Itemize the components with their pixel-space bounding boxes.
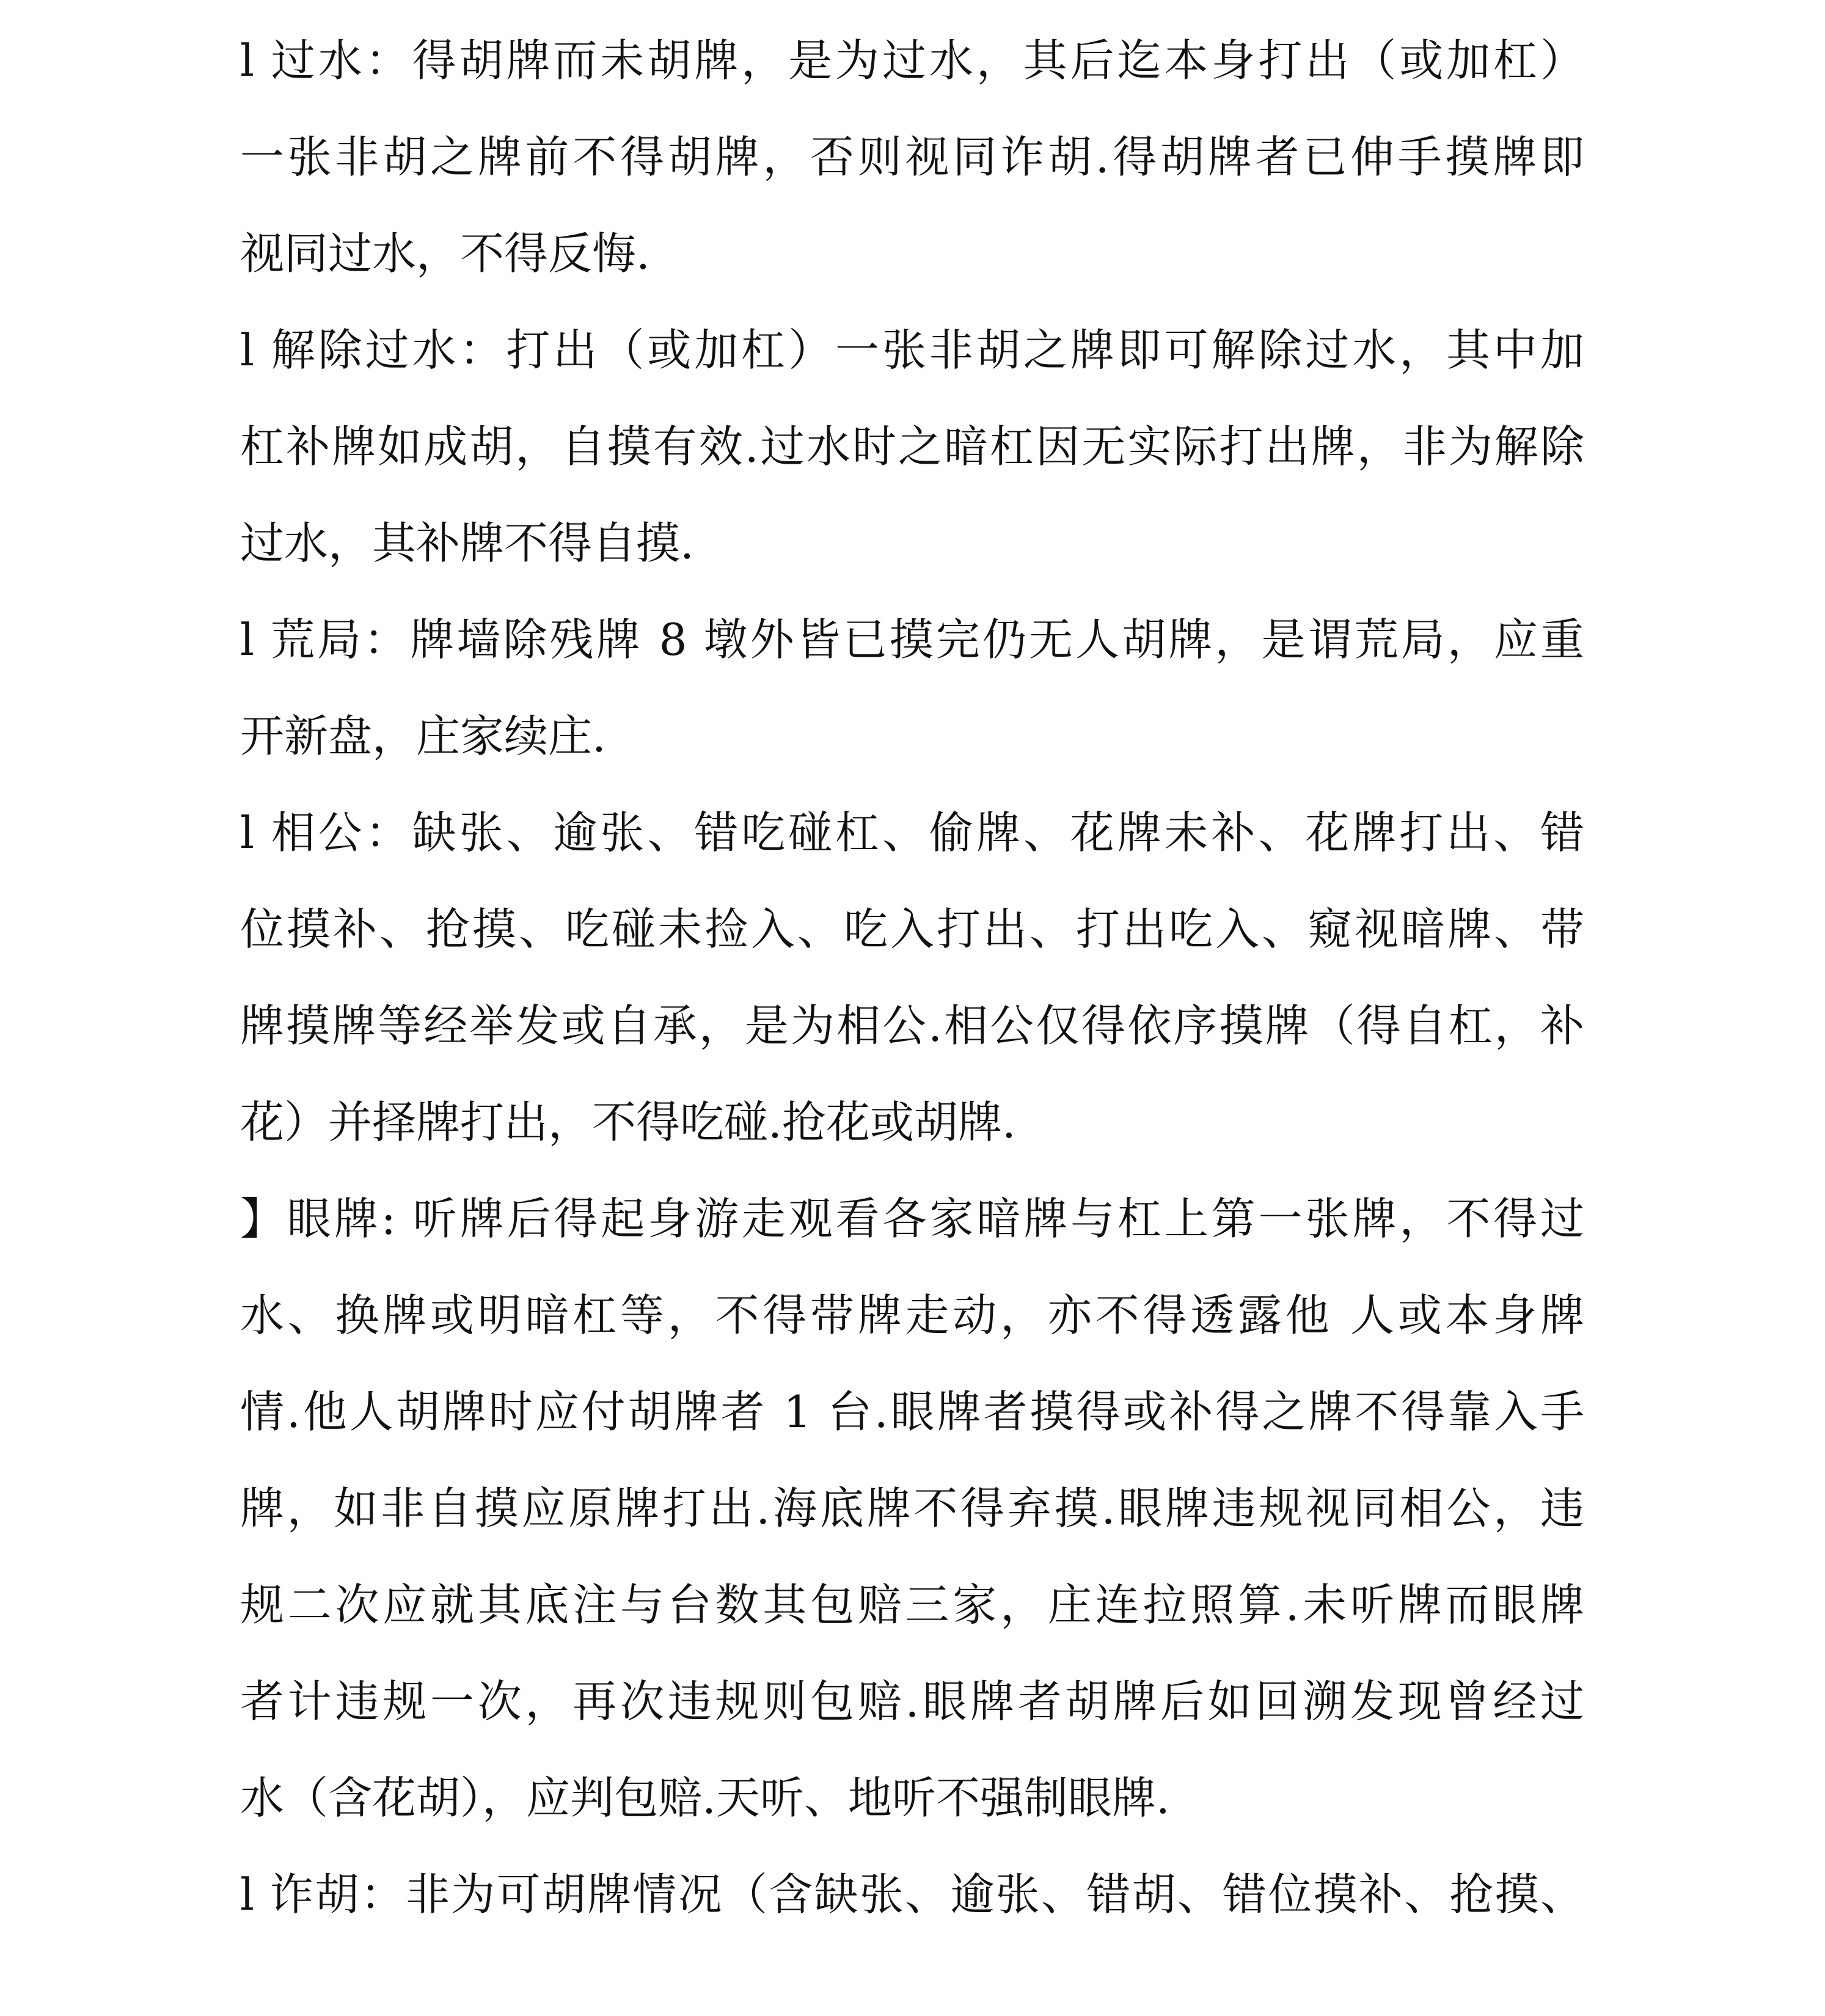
text-line: 情.他人胡牌时应付胡牌者 1 台.眼牌者摸得或补得之牌不得靠入手 bbox=[240, 1386, 1584, 1437]
text-line: 花）并择牌打出，不得吃碰.抢花或胡牌. bbox=[240, 1097, 1016, 1148]
text-line: 一张非胡之牌前不得胡牌，否则视同诈胡.得胡牌者已伸手摸牌即 bbox=[240, 131, 1584, 183]
text-line: 水、换牌或明暗杠等，不得带牌走动，亦不得透露他 人或本身牌 bbox=[240, 1290, 1584, 1341]
text-line: 视同过水，不得反悔. bbox=[240, 228, 650, 279]
text-line: 过水，其补牌不得自摸. bbox=[240, 517, 694, 569]
text-line: 】眼牌: 听牌后得起身游走观看各家暗牌与杠上第一张牌，不得过 bbox=[240, 1193, 1584, 1244]
text-line: 者计违规一次，再次违规则包赔.眼牌者胡牌后如回溯发现曾经过 bbox=[240, 1676, 1584, 1727]
text-line: l 过水：得胡牌而未胡牌，是为过水，其后迄本身打出（或加杠） bbox=[240, 35, 1584, 86]
paragraph-zhahu bbox=[240, 1858, 1584, 1955]
paragraph-yanpai bbox=[240, 1183, 1584, 1858]
text-line: 开新盘，庄家续庄. bbox=[240, 710, 606, 762]
paragraph-huangju bbox=[240, 604, 1584, 797]
text-line: 水（含花胡），应判包赔.天听、地听不强制眼牌. bbox=[240, 1772, 1170, 1824]
paragraph-guoshui bbox=[240, 24, 1584, 314]
text-line: 规二次应就其底注与台数其包赔三家，庄连拉照算.未听牌而眼牌 bbox=[240, 1579, 1584, 1631]
text-line: 牌摸牌等经举发或自承，是为相公.相公仅得依序摸牌（得自杠，补 bbox=[240, 1000, 1584, 1051]
paragraph-xianggong bbox=[240, 797, 1584, 1183]
text-line: l 诈胡：非为可胡牌情况（含缺张、逾张、错胡、错位摸补、抢摸、 bbox=[240, 1869, 1584, 1920]
text-line: l 解除过水：打出（或加杠）一张非胡之牌即可解除过水，其中加 bbox=[240, 324, 1584, 376]
text-line: 杠补牌如成胡，自摸有效.过水时之暗杠因无实际打出牌，非为解除 bbox=[240, 421, 1584, 472]
text-line: l 相公：缺张、逾张、错吃碰杠、偷牌、花牌未补、花牌打出、错 bbox=[240, 807, 1584, 858]
text-line: 牌，如非自摸应原牌打出.海底牌不得弃摸.眼牌违规视同相公，违 bbox=[240, 1483, 1584, 1534]
document-page bbox=[240, 24, 1584, 1955]
text-line: l 荒局：牌墙除残牌 8 墩外皆已摸完仍无人胡牌，是谓荒局，应重 bbox=[240, 614, 1584, 665]
text-line: 位摸补、抢摸、吃碰未捡入、吃入打出、打出吃入、窥视暗牌、带 bbox=[240, 904, 1584, 955]
paragraph-jiechu-guoshui bbox=[240, 314, 1584, 604]
